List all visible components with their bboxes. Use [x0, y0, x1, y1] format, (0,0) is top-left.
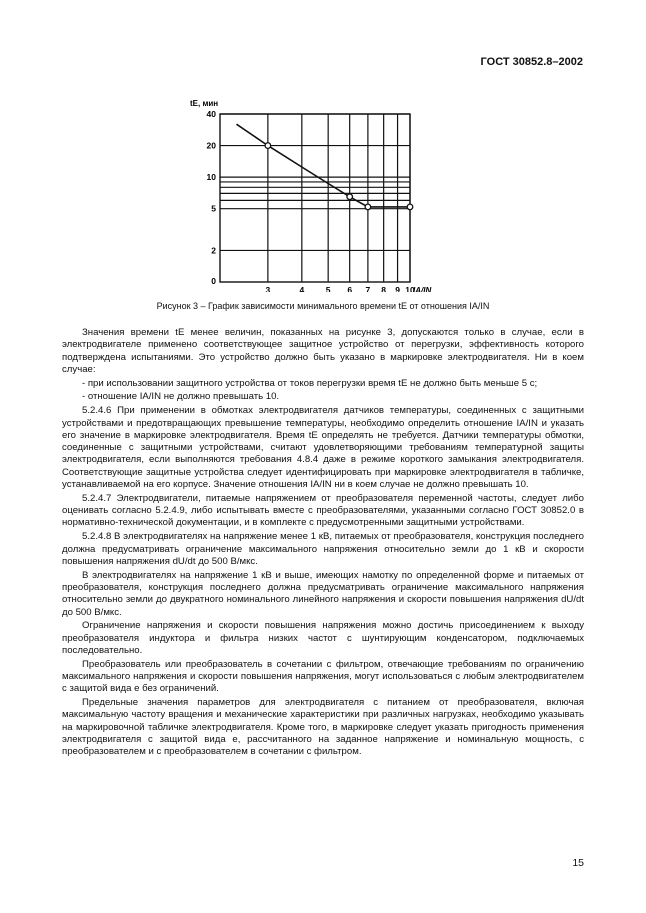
chart-tE-vs-ratio	[180, 92, 440, 292]
data-point	[407, 204, 413, 210]
list-item: - отношение IA/IN не должно превышать 10.	[82, 391, 280, 403]
y-tick-label: 10	[206, 172, 216, 183]
plot-frame	[220, 114, 410, 282]
page-number: 15	[572, 857, 584, 869]
document-header: ГОСТ 30852.8–2002	[480, 56, 583, 68]
figure-caption: Рисунок 3 – График зависимости минимального времени tE от отношения IA/IN	[156, 301, 490, 311]
paragraph: Преобразователь или преобразователь в сочетании с фильтром, отвечающие требованиям по ограничению максимального напряжения и скорости повышения напряжения, могут использоваться с любым электродвигателем с защитой вида е без ограничений.	[62, 658, 584, 695]
x-tick-label: 9	[395, 285, 400, 292]
body-text	[62, 327, 584, 760]
y-tick-label: 0	[211, 276, 216, 286]
x-tick-label: 6	[347, 285, 353, 292]
y-tick-label: 40	[206, 109, 216, 119]
paragraph: 5.2.4.6 При применении в обмотках электродвигателя датчиков температуры, соединенных с защитными устройствами и предотвращающих превышение температуры, необходимо определить отношение IA/IN и указать его значение в маркировке электродвигателя. Время tE определять не требуется. Датчики температуры обмотки, соединенные с защитными устройствами, считают удовлетворяющими требованиям температурной защиты электродвигателя, если выполняются требования 4.8.4 даже в режиме короткого замыкания электродвигателя. Соответствующие защитные устройства следует идентифицировать при маркировке электродвигателя в табличке, устанавливаемой на его корпусе. Значение отношения IA/IN ни в коем случае не должно превышать 10.	[62, 405, 584, 491]
data-point	[265, 143, 271, 149]
figure-3	[180, 92, 440, 292]
paragraph: В электродвигателях на напряжение 1 кВ и выше, имеющих намотку по определенной форме и питаемых от преобразователя, конструкция последнего должна предусматривать ограничение максимального напряжения относительно земли до двукратного номинального линейного напряжения и скорости повышения напряжения dU/dt до 500 В/мкс.	[62, 569, 584, 618]
x-tick-label: 7	[365, 285, 371, 292]
list-item: - при использовании защитного устройства от токов перегрузки время tE не должно быть меньше 5 с;	[82, 377, 538, 389]
x-tick-label: 8	[381, 285, 387, 292]
paragraph: Значения времени tE менее величин, показанных на рисунке 3, допускаются только в случае, если в электродвигателе применено соответствующее защитное устройство от перегрузки, эффективность которого подтверждена испытаниями. Это устройство должно быть указано в маркировке электродвигателя. Ни в коем случае:	[62, 327, 584, 375]
paragraph: Предельные значения параметров для электродвигателя с питанием от преобразователя, включая максимальную частоту вращения и механические характеристики при различных нагрузках, необходимо указывать на маркировочной табличке электродвигателя. Кроме того, в маркировке следует указать пригодность применения электродвигателя с защитой вида е, рассчитанного на заданное напряжение и номинальную мощность, с преобразователем и с преобразователем в сочетании с фильтром.	[62, 697, 584, 758]
data-point	[365, 204, 371, 210]
paragraph: 5.2.4.7 Электродвигатели, питаемые напряжением от преобразователя переменной частоты, следует либо оценивать согласно 5.2.4.9, либо испытывать вместе с преобразователями, указанными согласно ГОСТ 30852.0 в нормативно-технической документации, и в комплекте с предусмотренными защитными устройствами.	[62, 492, 584, 529]
paragraph: Ограничение напряжения и скорости повышения напряжения можно достичь присоединением к выходу преобразователя индуктора и фильтра низких частот с шунтирующим конденсатором, подключаемых последовательно.	[62, 620, 584, 656]
x-tick-label: 3	[265, 285, 271, 292]
y-tick-label: 5	[211, 203, 216, 214]
y-tick-label: 2	[211, 245, 216, 256]
paragraph: 5.2.4.8 В электродвигателях на напряжение менее 1 кВ, питаемых от преобразователя, конструкция последнего должна предусматривать ограничение максимального напряжения относительно земли до 1 кВ и скорости повышения напряжения dU/dt до 500 В/мкс.	[62, 531, 584, 567]
y-axis-label: tE, мин	[190, 99, 219, 108]
x-tick-label: 10	[405, 285, 415, 292]
x-tick-label: 5	[325, 285, 331, 292]
data-point	[347, 194, 353, 200]
y-tick-label: 20	[206, 140, 216, 151]
x-tick-label: 4	[299, 285, 305, 292]
x-axis-label: IA/IN	[413, 286, 432, 292]
